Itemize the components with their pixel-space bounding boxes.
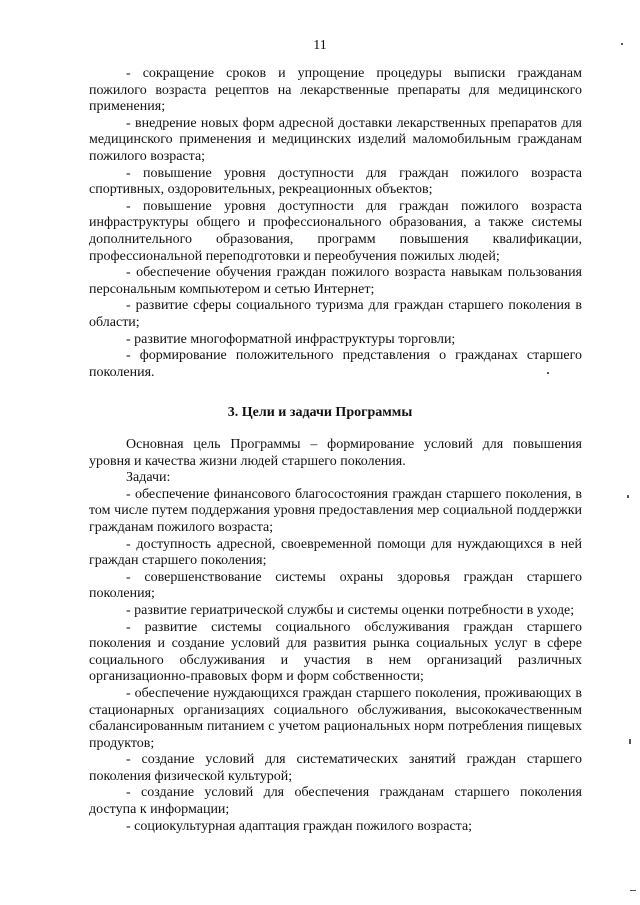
section-body: [89, 437, 582, 835]
scan-mark: [547, 372, 549, 374]
tasks-label: Задачи:: [126, 470, 171, 486]
list-item: - развитие сферы социального туризма для граждан старшего поколения в области;: [89, 298, 582, 330]
list-item: - развитие многоформатной инфраструктуры торговли;: [126, 331, 456, 347]
section-heading: 3. Цели и задачи Программы: [227, 405, 413, 420]
task-item: - развитие системы социального обслуживания граждан старшего поколения и создание условий для развития рынка социальных услуг в сфере социального обслуживания и участия в нем организаций различных организационно-правовых форм и форм собственности;: [89, 619, 582, 685]
scan-mark: [621, 43, 623, 45]
task-item: - развитие гериатрической службы и системы оценки потребности в уходе;: [126, 602, 575, 618]
task-item: - создание условий для систематических занятий граждан старшего поколения физической культурой;: [89, 752, 582, 784]
scan-mark: [630, 890, 636, 891]
list-item: - обеспечение обучения граждан пожилого возраста навыкам пользования персональным компьютером и сетью Интернет;: [89, 265, 582, 297]
scan-mark: [627, 495, 629, 498]
task-item: - доступность адресной, своевременной помощи для нуждающихся в ней граждан старшего поколения;: [89, 536, 582, 569]
page-number: 11: [313, 38, 327, 53]
list-item: - сокращение сроков и упрощение процедуры выписки гражданам пожилого возраста рецептов на лекарственные препараты для медицинского применения;: [89, 66, 582, 115]
list-item: - формирование положительного представления о гражданах старшего поколения.: [89, 348, 582, 380]
task-item: - обеспечение нуждающихся граждан старшего поколения, проживающих в стационарных организациях социального обслуживания, высококачественным сбалансированным питанием с учетом рациональных норм потребления пищевых продуктов;: [89, 685, 582, 751]
task-item: - обеспечение финансового благосостояния граждан старшего поколения, в том числе путем поддержания уровня предоставления мер социальной поддержки гражданам пожилого возраста;: [89, 486, 582, 535]
task-item: - социокультурная адаптация граждан пожилого возраста;: [126, 818, 473, 834]
list-item: - внедрение новых форм адресной доставки лекарственных препаратов для медицинского применения и медицинских изделий маломобильным гражданам пожилого возраста;: [89, 115, 582, 164]
list-item: - повышение уровня доступности для граждан пожилого возраста спортивных, оздоровительных, рекреационных объектов;: [89, 165, 582, 198]
goal-paragraph: Основная цель Программы – формирование условий для повышения уровня и качества жизни людей старшего поколения.: [89, 437, 582, 469]
task-item: - создание условий для обеспечения гражданам старшего поколения доступа к информации;: [89, 785, 582, 818]
scan-mark: [629, 739, 631, 744]
task-item: - совершенствование системы охраны здоровья граждан старшего поколения;: [89, 569, 582, 602]
measures-list: [89, 66, 582, 381]
list-item: - повышение уровня доступности для граждан пожилого возраста инфраструктуры общего и профессионального образования, а также системы дополнительного образования, программ повышения квалификации, профессиональной переподготовки и переобучения пожилых людей;: [89, 198, 582, 264]
